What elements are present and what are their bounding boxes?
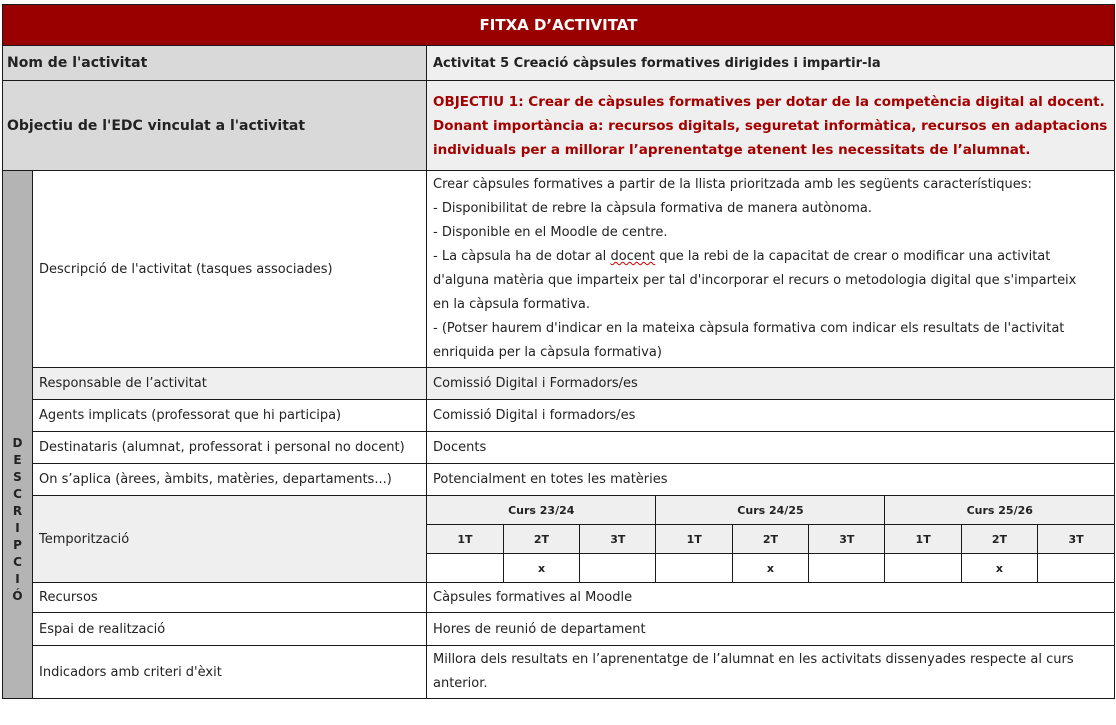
spellcheck-word: docent — [610, 249, 656, 264]
description-text: - La càpsula ha de dotar al — [433, 249, 611, 264]
indicators-line: Millora dels resultats en l’aprenentatge de l’alumnat en les activitats dissenyades respecte al curs — [433, 652, 1074, 667]
description-line: d'alguna matèria que imparteix per tal d'incorporar el recurs o metodologia digital que s'imparteix — [433, 273, 1077, 288]
info-row — [3, 432, 1115, 464]
description-line — [433, 245, 1108, 269]
course-header: Curs 25/26 — [885, 496, 1114, 525]
description-line: Crear càpsules formatives a partir de la llista prioritzada amb les següents característiques: — [433, 177, 1032, 192]
info-row — [3, 400, 1115, 432]
section-letter: D — [12, 435, 23, 450]
description-line: enriquida per la càpsula formativa) — [433, 345, 662, 360]
info-row — [3, 613, 1115, 646]
indicators-line: anterior. — [433, 676, 488, 691]
activity-name-label: Nom de l'activitat — [3, 46, 427, 81]
info-row — [3, 583, 1115, 613]
term-header: 3T — [1038, 525, 1114, 554]
course-header: Curs 23/24 — [427, 496, 656, 525]
objective-line: individuals per a millorar l’aprenentatge atenent les necessitats de l’alumnat. — [433, 141, 1031, 158]
activity-name-value: Activitat 5 Creació càpsules formatives dirigides i impartir-la — [427, 46, 1115, 81]
objective-value — [427, 81, 1115, 171]
section-letter: I — [15, 520, 20, 535]
responsible-label: Responsable de l’activitat — [33, 368, 427, 400]
recipients-value: Docents — [427, 432, 1115, 464]
scope-value: Potencialment en totes les matèries — [427, 464, 1115, 496]
description-line: - Disponibilitat de rebre la càpsula formativa de manera autònoma. — [433, 201, 873, 216]
term-mark — [885, 554, 961, 583]
section-letter: P — [13, 537, 22, 552]
objective-line: Donant importància a: recursos digitals, seguretat informàtica, recursos en adaptacions — [433, 117, 1108, 134]
description-value — [427, 171, 1115, 368]
term-header: 2T — [503, 525, 579, 554]
term-header: 1T — [427, 525, 503, 554]
info-row — [3, 646, 1115, 699]
term-mark: x — [732, 554, 808, 583]
term-mark — [656, 554, 732, 583]
responsible-value: Comissió Digital i Formadors/es — [427, 368, 1115, 400]
term-mark — [427, 554, 503, 583]
section-letter: S — [13, 469, 22, 484]
activity-table — [2, 4, 1115, 699]
objective-label: Objectiu de l'EDC vinculat a l'activitat — [3, 81, 427, 171]
indicators-label: Indicadors amb criteri d'èxit — [33, 646, 427, 699]
section-letter: R — [12, 503, 23, 518]
timing-row — [3, 496, 1115, 583]
term-header: 2T — [961, 525, 1037, 554]
description-section-label — [3, 171, 33, 699]
term-mark — [1038, 554, 1114, 583]
scope-label: On s’aplica (àrees, àmbits, matèries, departaments...) — [33, 464, 427, 496]
term-mark — [580, 554, 656, 583]
recipients-label: Destinataris (alumnat, professorat i personal no docent) — [33, 432, 427, 464]
resources-label: Recursos — [33, 583, 427, 613]
term-header: 2T — [732, 525, 808, 554]
resources-value: Càpsules formatives al Moodle — [427, 583, 1115, 613]
description-line: - Disponible en el Moodle de centre. — [433, 225, 668, 240]
sheet-title: FITXA D’ACTIVITAT — [3, 5, 1115, 46]
info-row — [3, 464, 1115, 496]
agents-label: Agents implicats (professorat que hi participa) — [33, 400, 427, 432]
section-letter: I — [15, 571, 20, 586]
section-letter: C — [13, 486, 22, 501]
description-text: que la rebi de la capacitat de crear o modificar una activitat — [655, 249, 1051, 264]
description-line: - (Potser haurem d'indicar en la mateixa càpsula formativa com indicar els resultats de l'activitat — [433, 321, 1065, 336]
section-letter: Ó — [12, 588, 23, 603]
location-value: Hores de reunió de departament — [427, 613, 1115, 646]
term-mark: x — [503, 554, 579, 583]
description-label: Descripció de l'activitat (tasques associades) — [33, 171, 427, 368]
section-letter: E — [13, 452, 22, 467]
timing-label: Temporització — [33, 496, 427, 583]
term-header: 3T — [580, 525, 656, 554]
section-letter: C — [13, 554, 22, 569]
activity-sheet — [2, 4, 1114, 699]
timing-grid-cell — [427, 496, 1115, 583]
description-line: en la càpsula formativa. — [433, 297, 590, 312]
indicators-value — [427, 646, 1115, 699]
info-row — [3, 368, 1115, 400]
agents-value: Comissió Digital i formadors/es — [427, 400, 1115, 432]
timing-grid — [427, 496, 1114, 582]
term-mark: x — [961, 554, 1037, 583]
term-header: 3T — [809, 525, 885, 554]
location-label: Espai de realització — [33, 613, 427, 646]
course-header: Curs 24/25 — [656, 496, 885, 525]
term-header: 1T — [656, 525, 732, 554]
term-header: 1T — [885, 525, 961, 554]
objective-line: OBJECTIU 1: Crear de càpsules formatives per dotar de la competència digital al docent. — [433, 93, 1105, 110]
term-mark — [809, 554, 885, 583]
